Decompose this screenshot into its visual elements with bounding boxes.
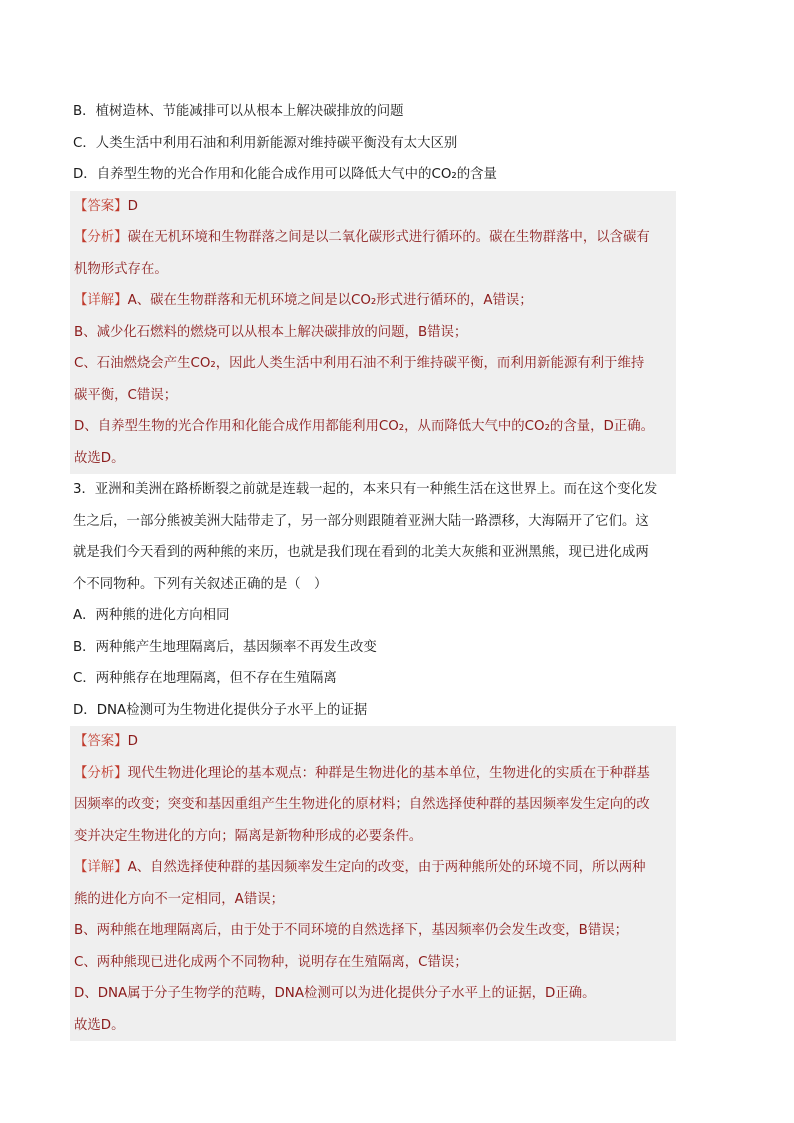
q3-detail-line-4: C、两种熊现已进化成两个不同物种，说明存在生殖隔离，C错误； (74, 954, 468, 970)
analysis-tag: 【分析】 (74, 765, 128, 781)
q3-detail-text: A、自然选择使种群的基因频率发生定向的改变，由于两种熊所处的环境不同，所以两种 (127, 860, 646, 875)
q3-analysis-text: 现代生物进化理论的基本观点：种群是生物进化的基本单位，生物进化的实质在于种群基 (127, 765, 650, 781)
q3-option-c: C．两种熊存在地理隔离，但不存在生殖隔离 (73, 671, 337, 686)
q3-option-a: A．两种熊的进化方向相同 (73, 608, 230, 623)
q3-detail-line-3: B、两种熊在地理隔离后，由于处于不同环境的自然选择下，基因频率仍会发生改变，B错误； (74, 923, 628, 938)
q2-detail-text: A、碳在生物群落和无机环境之间是以CO₂形式进行循环的，A错误； (127, 293, 533, 308)
q2-detail-line-3: C、石油燃烧会产生CO₂，因此人类生活中利用石油不利于维持碳平衡，而利用新能源有利于维持 (74, 356, 645, 371)
detail-tag: 【详解】 (74, 860, 128, 875)
q3-stem (70, 474, 676, 600)
answer-tag: 【答案】 (74, 734, 128, 749)
q3-options (70, 600, 676, 726)
q3-answer-value: D (127, 734, 138, 749)
q3-option-b: B．两种熊产生地理隔离后，基因频率不再发生改变 (73, 639, 377, 655)
q2-analysis-line-2: 机物形式存在。 (74, 261, 168, 277)
q2-options (70, 96, 676, 191)
answer-tag: 【答案】 (74, 198, 128, 214)
analysis-tag: 【分析】 (74, 230, 128, 245)
q2-solution-block (70, 191, 676, 475)
q3-answer-line (74, 726, 672, 758)
q3-detail-line-5: D、DNA属于分子生物学的范畴，DNA检测可以为进化提供分子水平上的证据，D正确。 (74, 986, 596, 1001)
detail-tag: 【详解】 (74, 293, 128, 308)
q2-analysis-text: 碳在无机环境和生物群落之间是以二氧化碳形式进行循环的。碳在生物群落中，以含碳有 (127, 230, 650, 245)
q3-stem-line-2: 生之后，一部分熊被美洲大陆带走了，另一部分则跟随着亚洲大陆一路漂移，大海隔开了它们。这 (73, 513, 649, 529)
q2-option-c: C．人类生活中利用石油和利用新能源对维持碳平衡没有太大区别 (73, 135, 458, 151)
q2-answer-value: D (127, 198, 138, 214)
q3-solution-block (70, 726, 676, 1041)
q2-analysis-line-1 (74, 222, 672, 254)
q3-option-d: D．DNA检测可为生物进化提供分子水平上的证据 (73, 702, 368, 718)
document-page (70, 96, 676, 1041)
q3-detail-line-2: 熊的进化方向不一定相同，A错误； (74, 891, 285, 907)
q2-option-b: B．植树造林、节能减排可以从根本上解决碳排放的问题 (73, 104, 404, 119)
q3-stem-line-1: 3．亚洲和美洲在路桥断裂之前就是连载一起的，本来只有一种熊生活在这世界上。而在这个变化发 (73, 482, 658, 497)
q3-analysis-line-1 (74, 758, 672, 790)
q3-stem-line-4: 个不同物种。下列有关叙述正确的是（ ） (73, 576, 328, 592)
q3-analysis-line-3: 变并决定生物进化的方向；隔离是新物种形成的必要条件。 (74, 828, 423, 844)
q3-analysis-line-2: 因频率的改变；突变和基因重组产生生物进化的原材料；自然选择使种群的基因频率发生定向的改 (74, 797, 650, 812)
q3-stem-line-3: 就是我们今天看到的两种熊的来历，也就是我们现在看到的北美大灰熊和亚洲黑熊，现已进化成两 (73, 545, 649, 560)
q2-detail-line-4: 碳平衡，C错误； (74, 387, 178, 403)
q3-detail-line-1 (74, 852, 672, 884)
q2-detail-line-2: B、减少化石燃料的燃烧可以从根本上解决碳排放的问题，B错误； (74, 324, 468, 340)
q2-detail-line-1 (74, 285, 672, 317)
q2-conclusion-line: 故选D。 (74, 450, 125, 466)
q2-answer-line (74, 191, 672, 223)
q3-conclusion-line: 故选D。 (74, 1017, 125, 1033)
q2-detail-line-5: D、自养型生物的光合作用和化能合成作用都能利用CO₂，从而降低大气中的CO₂的含量，D正确。 (74, 419, 654, 434)
q2-option-d: D．自养型生物的光合作用和化能合成作用可以降低大气中的CO₂的含量 (73, 167, 497, 182)
